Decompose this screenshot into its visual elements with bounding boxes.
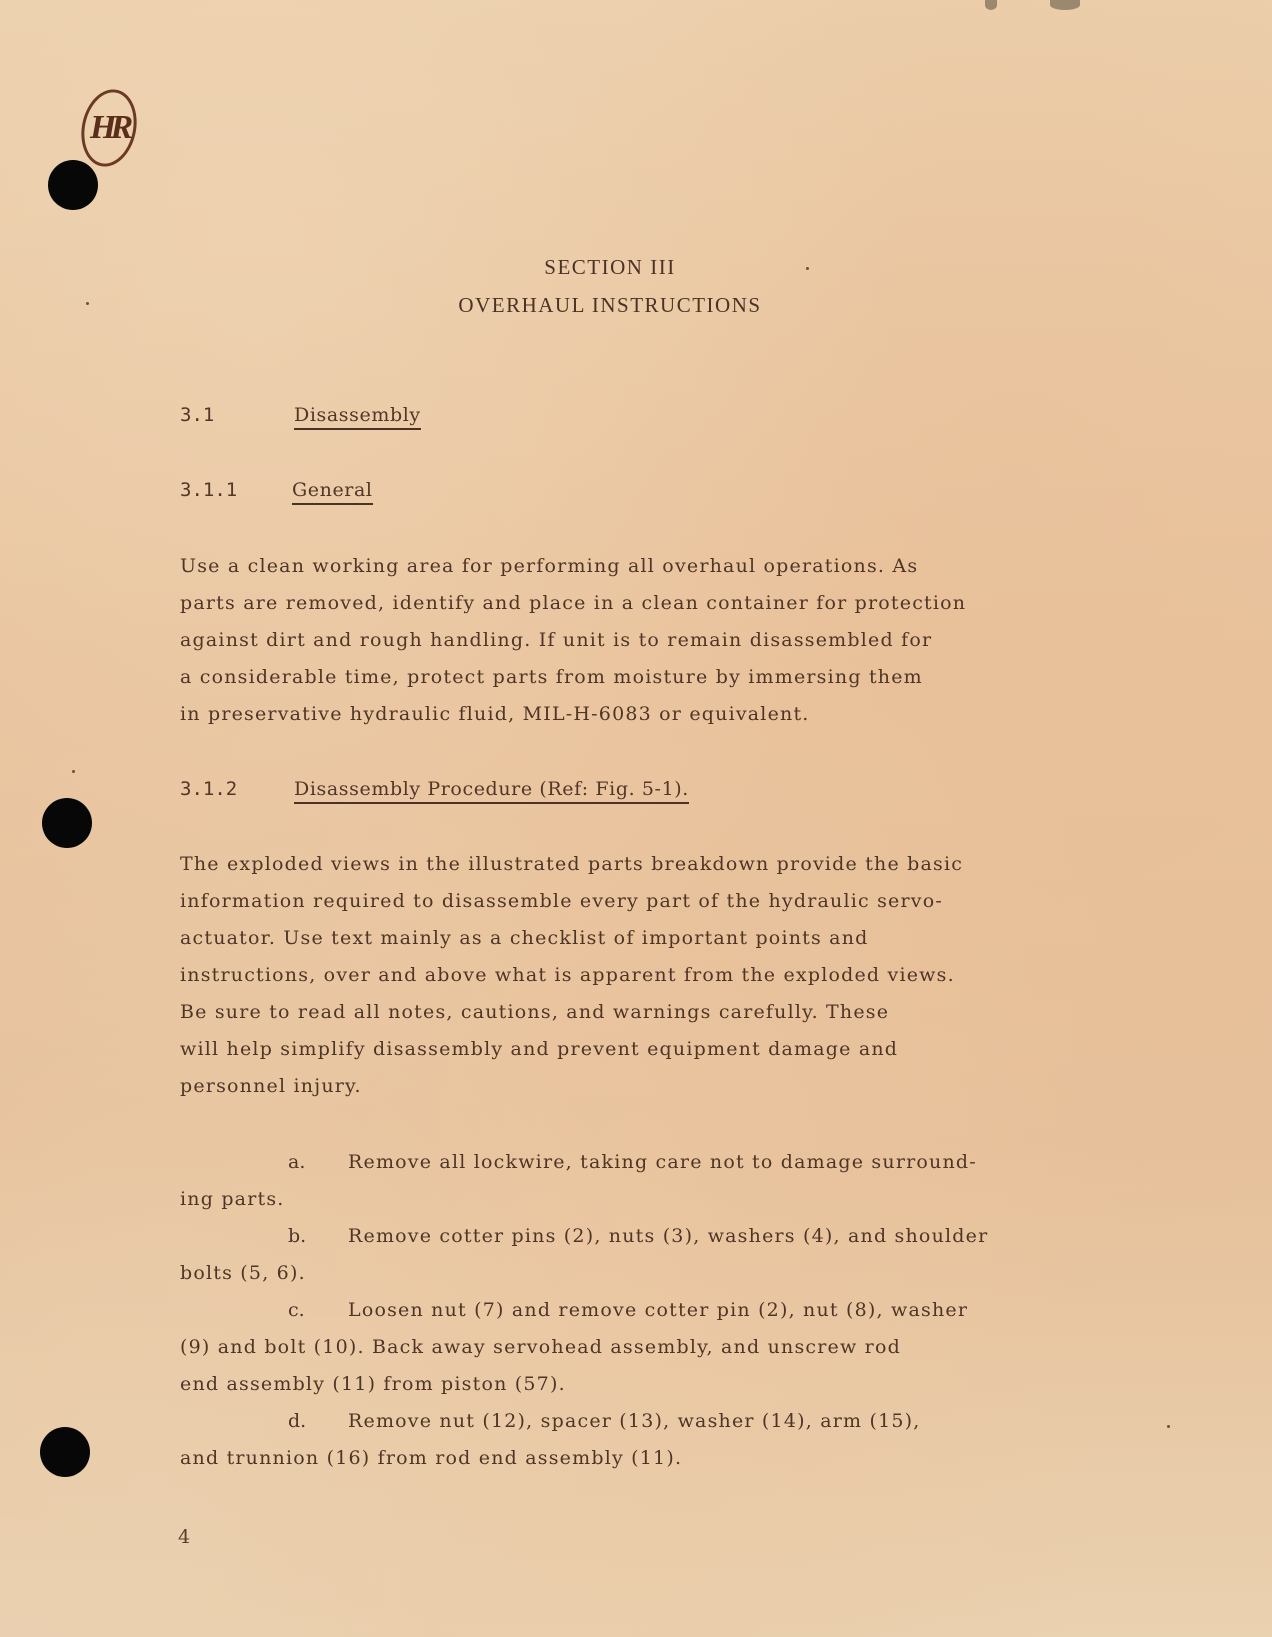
paragraph-line: Be sure to read all notes, cautions, and warnings carefully. These — [180, 1001, 890, 1023]
step-continuation: (9) and bolt (10). Back away servohead assembly, and unscrew rod — [180, 1336, 901, 1358]
step-text: Remove nut (12), spacer (13), washer (14), arm (15), — [348, 1410, 921, 1432]
heading-title: Disassembly Procedure (Ref: Fig. 5-1). — [294, 778, 689, 804]
heading-title: General — [292, 479, 373, 505]
paragraph-line: information required to disassemble every part of the hydraulic servo- — [180, 890, 943, 912]
paragraph-line: a considerable time, protect parts from moisture by immersing them — [180, 666, 923, 688]
paragraph-line: Use a clean working area for performing all overhaul operations. As — [180, 555, 919, 577]
paper-speck — [72, 770, 75, 773]
step-label: a. — [288, 1151, 306, 1173]
paragraph-line: in preservative hydraulic fluid, MIL-H-6083 or equivalent. — [180, 703, 810, 725]
heading-title: Disassembly — [294, 404, 421, 430]
top-edge-smudge — [1050, 0, 1080, 10]
logo-text: HR — [90, 109, 128, 146]
section-title: OVERHAUL INSTRUCTIONS — [458, 293, 762, 317]
page-number: 4 — [178, 1526, 191, 1548]
step-label: b. — [288, 1225, 307, 1247]
step-continuation: ing parts. — [180, 1188, 285, 1210]
punch-hole-icon — [42, 798, 92, 848]
paragraph-line: parts are removed, identify and place in a clean container for protection — [180, 592, 967, 614]
paragraph-line: against dirt and rough handling. If unit is to remain disassembled for — [180, 629, 933, 651]
hr-logo-icon — [74, 84, 143, 172]
heading-number: 3.1.1 — [180, 479, 238, 501]
paragraph-line: instructions, over and above what is apparent from the exploded views. — [180, 964, 955, 986]
paragraph-line: personnel injury. — [180, 1075, 362, 1097]
paragraph-line: actuator. Use text mainly as a checklist of important points and — [180, 927, 869, 949]
step-label: c. — [288, 1299, 305, 1321]
step-text: Remove cotter pins (2), nuts (3), washers (4), and shoulder — [348, 1225, 989, 1247]
heading-number: 3.1.2 — [180, 778, 238, 800]
section-number: SECTION III — [544, 255, 676, 279]
step-continuation: end assembly (11) from piston (57). — [180, 1373, 566, 1395]
heading-number: 3.1 — [180, 404, 215, 426]
punch-hole-icon — [40, 1427, 90, 1477]
paragraph-line: will help simplify disassembly and prevent equipment damage and — [180, 1038, 899, 1060]
paragraph-line: The exploded views in the illustrated parts breakdown provide the basic — [180, 853, 964, 875]
punch-hole-icon — [48, 160, 98, 210]
top-edge-smudge — [985, 0, 997, 10]
step-text: Remove all lockwire, taking care not to damage surround- — [348, 1151, 977, 1173]
step-label: d. — [288, 1410, 307, 1432]
step-continuation: and trunnion (16) from rod end assembly (11). — [180, 1447, 683, 1469]
paper-speck — [1167, 1425, 1170, 1428]
step-text: Loosen nut (7) and remove cotter pin (2), nut (8), washer — [348, 1299, 969, 1321]
step-continuation: bolts (5, 6). — [180, 1262, 306, 1284]
